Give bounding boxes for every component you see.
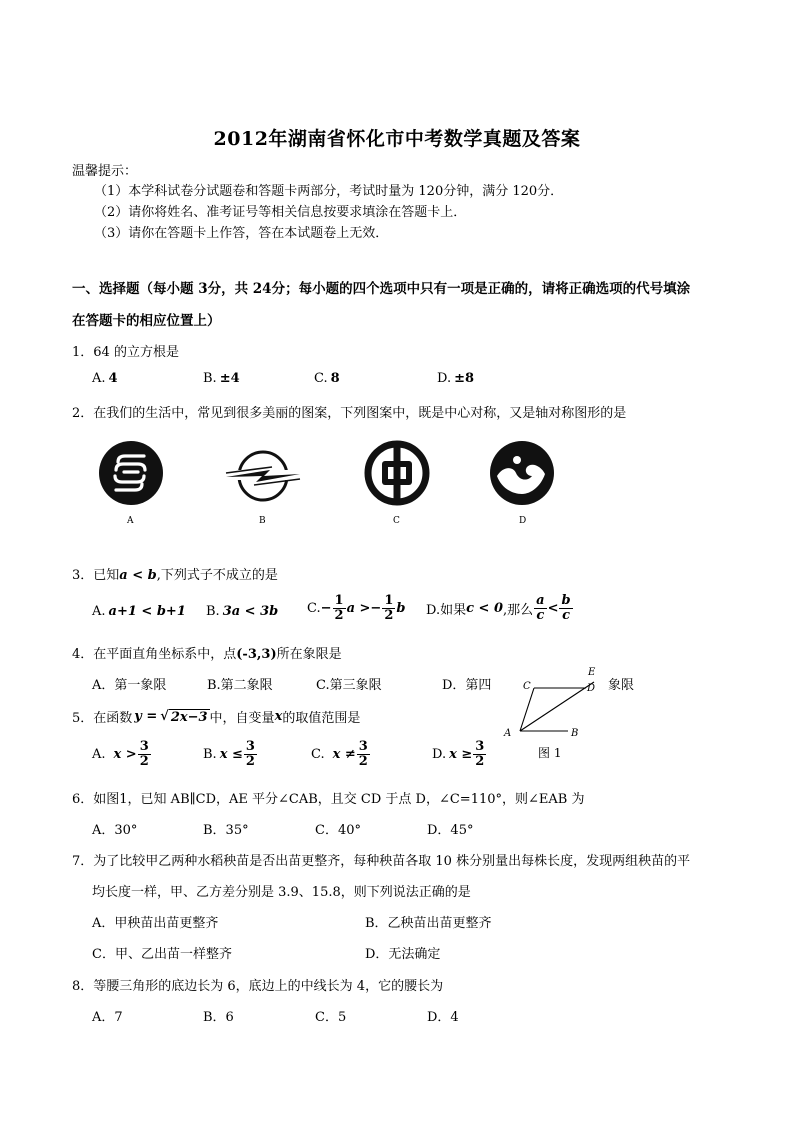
numerator: 3 — [358, 739, 368, 754]
question-3-stem — [72, 564, 278, 583]
point-e-label: E — [588, 667, 596, 678]
option-value: 8 — [330, 371, 340, 386]
q5-option-a — [92, 740, 152, 768]
fraction-half — [333, 594, 346, 622]
numerator: 3 — [245, 739, 255, 754]
option-value: ±4 — [219, 371, 240, 386]
q8-option-d: D．4 — [427, 1010, 459, 1025]
figure-1-geometry — [506, 666, 612, 742]
logo-c-bank-icon — [364, 440, 430, 506]
question-7-stem: 7．为了比较甲乙两种水稻秧苗是否出苗更整齐，每种秧苗各取 10 株分别量出每株长度，发现两组秧苗的平 — [72, 854, 691, 869]
q6-option-d: D．45° — [427, 823, 474, 838]
fraction-three-halves — [244, 740, 257, 768]
q3-option-b — [206, 604, 278, 619]
denominator: 2 — [358, 753, 368, 769]
q4-option-b: B.第二象限 — [207, 678, 273, 693]
option-value: x ≤ — [219, 746, 243, 762]
question-2-stem: 2．在我们的生活中，常见到很多美丽的图案，下列图案中，既是中心对称，又是轴对称图形的是 — [72, 406, 627, 421]
q8-option-a: A．7 — [92, 1010, 123, 1025]
numerator: 1 — [334, 593, 344, 608]
logo-a-china-mobile-icon — [98, 440, 164, 506]
option-value: 4 — [108, 371, 118, 386]
denominator: 2 — [139, 753, 149, 769]
page-title: 2012年湖南省怀化市中考数学真题及答案 — [213, 128, 581, 150]
option-label: D. — [437, 371, 452, 386]
q6-option-a: A．30° — [92, 823, 138, 838]
sqrt-symbol: √ — [160, 709, 169, 724]
option-label: B. — [206, 604, 220, 619]
fraction-half — [382, 594, 395, 622]
option-label: D.如果 — [426, 602, 467, 618]
section-heading-cont: 在答题卡的相应位置上） — [72, 313, 221, 329]
point-b-label: B — [571, 728, 579, 739]
option-label: A. — [92, 746, 106, 762]
section-heading: 一、选择题（每小题 3分，共 24分；每小题的四个选项中只有一项是正确的，请将正确选项的代号填涂 — [72, 281, 691, 297]
question-4-stem — [72, 643, 342, 662]
logo-a-label: A — [127, 516, 134, 526]
option-value: x ≠ — [332, 746, 356, 762]
point-c-label: C — [523, 681, 531, 692]
denominator: 2 — [475, 753, 485, 769]
q3-option-d — [426, 594, 574, 622]
q1-option-b — [203, 371, 240, 386]
denominator: 2 — [245, 753, 255, 769]
option-label: D. — [432, 746, 447, 762]
option-value: a > — [346, 600, 371, 616]
q1-option-d — [437, 371, 474, 386]
numerator: 3 — [139, 739, 149, 754]
stem-text: 3．已知 — [72, 568, 120, 583]
q3-option-a — [92, 604, 186, 619]
option-value: b — [396, 600, 406, 616]
q7-option-a: A．甲秧苗出苗更整齐 — [92, 916, 219, 931]
q8-option-b: B．6 — [203, 1010, 234, 1025]
option-value: x > — [113, 746, 137, 762]
option-label: A. — [92, 371, 106, 386]
numerator: 1 — [384, 593, 394, 608]
fraction-a-over-c — [534, 594, 546, 622]
option-label: C. — [307, 600, 321, 616]
denominator: c — [562, 607, 570, 623]
question-7-stem-cont: 均长度一样，甲、乙方差分别是 3.9、15.8，则下列说法正确的是 — [92, 885, 471, 900]
option-value: 3a < 3b — [222, 604, 279, 619]
question-1-stem: 1．64 的立方根是 — [72, 345, 179, 360]
stem-math: a < b — [119, 568, 157, 583]
fraction-b-over-c — [559, 594, 572, 622]
tip-item: （3）请你在答题卡上作答，答在本试题卷上无效． — [94, 226, 389, 241]
q1-option-c — [314, 371, 340, 386]
stem-text: 所在象限是 — [276, 647, 342, 662]
stem-text: 中，自变量 — [209, 711, 275, 726]
fraction-three-halves — [473, 740, 486, 768]
less-than: < — [547, 600, 559, 616]
tip-item: （1）本学科试卷分试题卷和答题卡两部分，考试时量为 120分钟，满分 120分． — [94, 184, 564, 199]
logo-c-label: C — [393, 516, 400, 526]
minus-sign: − — [370, 600, 382, 616]
q7-option-b: B．乙秧苗出苗更整齐 — [365, 916, 492, 931]
stem-text: 5．在函数 — [72, 711, 133, 726]
question-8-stem: 8．等腰三角形的底边长为 6，底边上的中线长为 4，它的腰长为 — [72, 979, 444, 994]
stem-text: ,那么 — [503, 602, 534, 618]
q7-option-c: C．甲、乙出苗一样整齐 — [92, 947, 232, 962]
fraction-three-halves — [138, 740, 151, 768]
q3-option-c — [307, 594, 405, 622]
q4-option-d-tail: 象限 — [608, 678, 635, 693]
option-value: ±8 — [454, 371, 475, 386]
sqrt-radicand: 2x−3 — [170, 709, 208, 725]
stem-text: 的取值范围是 — [282, 711, 361, 726]
numerator: a — [536, 593, 545, 608]
stem-text: ,下列式子不成立的是 — [156, 568, 278, 583]
numerator: 3 — [475, 739, 485, 754]
numerator: b — [561, 593, 571, 608]
q6-option-b: B．35° — [203, 823, 249, 838]
stem-text: 4．在平面直角坐标系中，点 — [72, 647, 237, 662]
question-5-stem — [72, 707, 360, 726]
q8-option-c: C．5 — [315, 1010, 347, 1025]
tips-heading: 温馨提示： — [72, 164, 138, 179]
q5-option-b — [203, 740, 258, 768]
logo-b-lightning-icon — [224, 446, 302, 506]
q5-option-d — [432, 740, 487, 768]
denominator: 2 — [384, 607, 394, 623]
point-d-label: D — [587, 683, 596, 694]
denominator: 2 — [334, 607, 344, 623]
stem-math: y = — [134, 709, 158, 724]
logo-b-label: B — [259, 516, 266, 526]
option-value: a+1 < b+1 — [108, 604, 186, 619]
denominator: c — [536, 607, 545, 623]
option-label: B. — [203, 746, 217, 762]
minus-sign: − — [320, 600, 332, 616]
q6-option-c: C．40° — [315, 823, 361, 838]
stem-math: x — [274, 709, 283, 724]
q4-option-a: A．第一象限 — [92, 678, 167, 693]
q4-option-c: C.第三象限 — [316, 678, 382, 693]
option-label: B. — [203, 371, 217, 386]
logo-d-label: D — [519, 516, 527, 526]
point-a-label: A — [504, 728, 512, 739]
q4-option-d: D．第四 — [442, 678, 492, 693]
option-label: C. — [314, 371, 328, 386]
q7-option-d: D．无法确定 — [365, 947, 441, 962]
tip-item: （2）请你将姓名、准考证号等相关信息按要求填涂在答题卡上． — [94, 205, 467, 220]
option-value: x ≥ — [449, 746, 473, 762]
stem-math: (-3,3) — [236, 647, 277, 662]
option-label: C. — [311, 746, 325, 762]
condition: c < 0 — [466, 600, 503, 616]
figure-1-caption: 图 1 — [538, 746, 562, 760]
q5-option-c — [311, 740, 371, 768]
question-6-stem: 6．如图1，已知 AB∥CD，AE 平分∠CAB，且交 CD 于点 D，∠C=110°，则∠EAB 为 — [72, 792, 585, 807]
option-label: A. — [92, 604, 106, 619]
q1-option-a — [92, 371, 118, 386]
fraction-three-halves — [357, 740, 370, 768]
logo-d-swirl-icon — [489, 440, 555, 506]
